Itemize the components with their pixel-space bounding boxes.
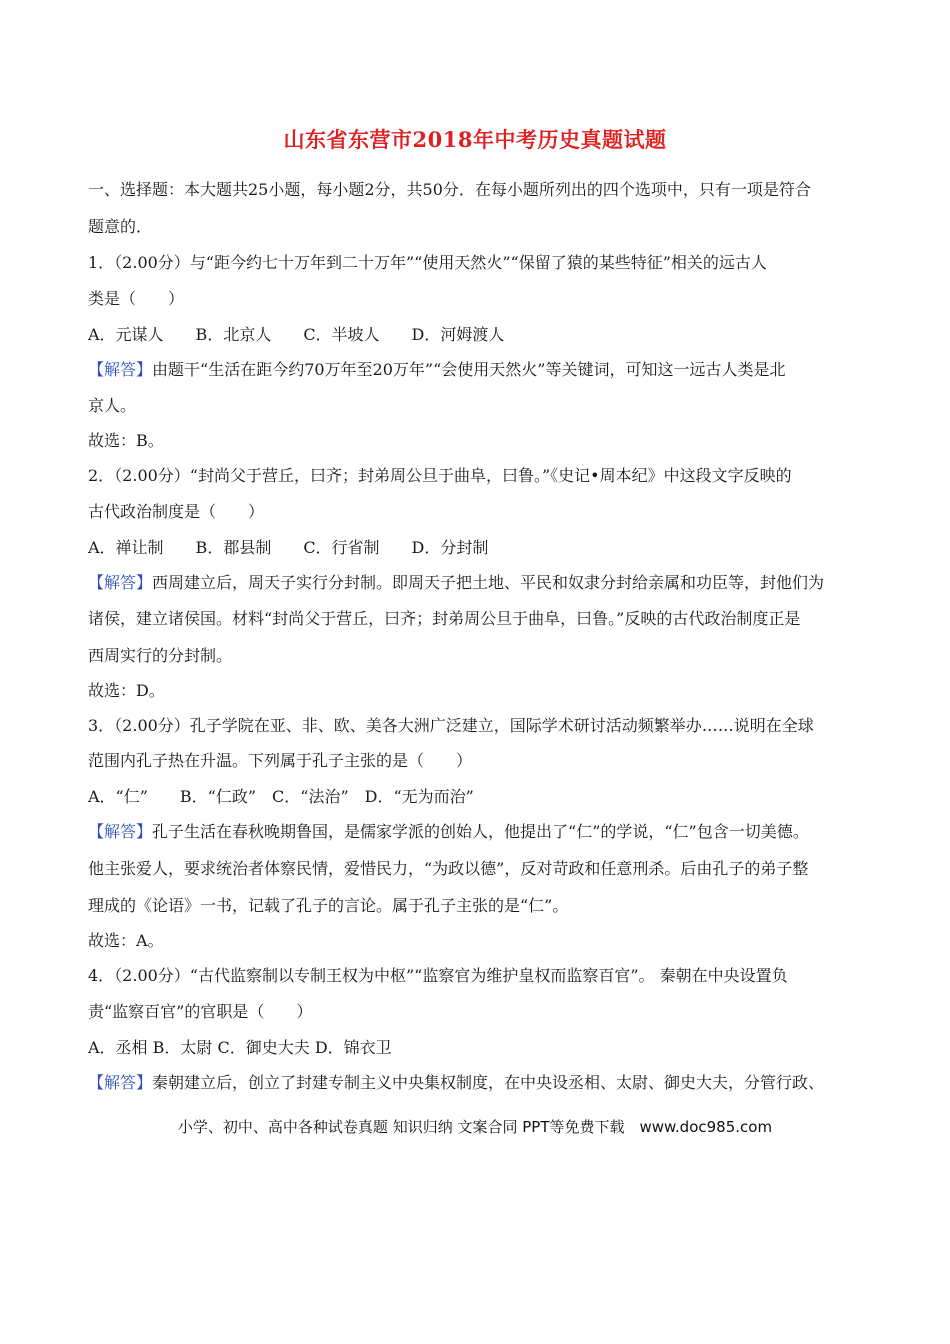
question-3-answer-cont2: 理成的《论语》一书，记载了孔子的言论。属于孔子主张的是“仁”。 (88, 896, 569, 915)
answer-tag: 【解答】 (88, 573, 153, 592)
question-1-answer-cont: 京人。 (88, 396, 137, 415)
question-1-stem: 1．（2.00分）与“距今约七十万年到二十万年”“使用天然火”“保留了猿的某些特征”相关的远古人 (88, 253, 767, 272)
question-2-choice: 故选：D。 (88, 681, 165, 700)
question-3-answer (88, 822, 878, 842)
question-2-answer-cont2: 西周实行的分封制。 (88, 646, 233, 665)
answer-text: 西周建立后，周天子实行分封制。即周天子把土地、平民和奴隶分封给亲属和功臣等，封他们为 (152, 573, 825, 592)
question-4-stem: 4．（2.00分）“古代监察制以专制王权为中枢”“监察官为维护皇权而监察百官”。 秦朝在中央设置负 (88, 966, 788, 985)
answer-tag: 【解答】 (88, 822, 153, 841)
section-instructions-cont: 题意的． (88, 217, 153, 236)
page-footer: 小学、初中、高中各种试卷真题 知识归纳 文案合同 PPT等免费下载 www.doc985.com (177, 1118, 773, 1136)
question-1-options: A．元谋人 B．北京人 C．半坡人 D．河姆渡人 (88, 325, 505, 344)
page-title: 山东省东营市2018年中考历史真题试题 (283, 127, 667, 152)
question-3-stem: 3．（2.00分）孔子学院在亚、非、欧、美各大洲广泛建立，国际学术研讨活动频繁举办……说明在全球 (88, 716, 814, 735)
question-2-answer (88, 573, 878, 593)
question-4-stem-cont: 责“监察百官”的官职是（ ） (88, 1002, 313, 1021)
question-1-answer (88, 360, 878, 380)
question-1-choice: 故选：B。 (88, 431, 164, 450)
answer-text: 由题干“生活在距今约70万年至20万年”“会使用天然火”等关键词，可知这一远古人类是北 (152, 360, 786, 379)
question-2-stem-cont: 古代政治制度是（ ） (88, 502, 265, 521)
question-4-answer (88, 1073, 878, 1093)
answer-text: 秦朝建立后，创立了封建专制主义中央集权制度，在中央设丞相、太尉、御史大夫，分管行政、 (152, 1073, 825, 1092)
question-3-stem-cont: 范围内孔子热在升温。下列属于孔子主张的是（ ） (88, 751, 473, 770)
answer-text: 孔子生活在春秋晚期鲁国，是儒家学派的创始人，他提出了“仁”的学说，“仁”包含一切美德。 (152, 822, 809, 841)
question-3-choice: 故选：A。 (88, 931, 164, 950)
answer-tag: 【解答】 (88, 360, 153, 379)
question-3-answer-cont: 他主张爱人，要求统治者体察民情，爱惜民力，“为政以德”，反对苛政和任意刑杀。后由孔子的弟子整 (88, 859, 809, 878)
question-3-options: A．“仁” B．“仁政” C．“法治” D．“无为而治” (88, 787, 474, 806)
section-instructions: 一、选择题：本大题共25小题，每小题2分，共50分．在每小题所列出的四个选项中，只有一项是符合 (88, 180, 811, 199)
question-2-stem: 2．（2.00分）“封尚父于营丘，曰齐；封弟周公旦于曲阜，曰鲁。”《史记•周本纪》中这段文字反映的 (88, 466, 792, 485)
question-1-stem-cont: 类是（ ） (88, 289, 185, 308)
question-2-options: A．禅让制 B．郡县制 C．行省制 D．分封制 (88, 538, 489, 557)
question-2-answer-cont: 诸侯，建立诸侯国。材料“封尚父于营丘，曰齐；封弟周公旦于曲阜，曰鲁。”反映的古代政治制度正是 (88, 609, 801, 628)
question-4-options: A．丞相 B．太尉 C．御史大夫 D．锦衣卫 (88, 1038, 392, 1057)
answer-tag: 【解答】 (88, 1073, 153, 1092)
